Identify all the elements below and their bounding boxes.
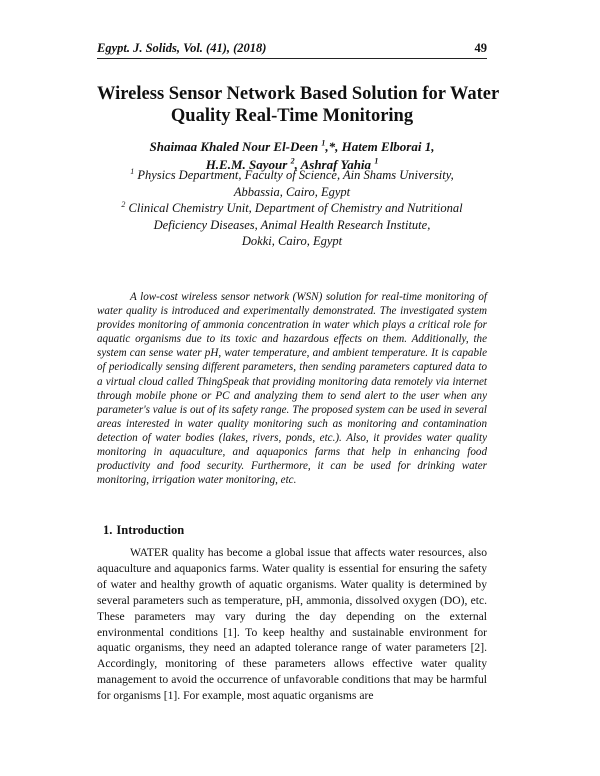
affiliations (97, 167, 487, 250)
title-line-2: Quality Real-Time Monitoring (170, 106, 414, 126)
affiliation-1-line-1 (97, 167, 487, 184)
author-2: Hatem Elborai 1, (341, 139, 435, 154)
affiliation-1-mark: 1 (130, 166, 135, 176)
paper-title (97, 83, 500, 127)
author-3-affil: 2 (290, 156, 295, 166)
running-header (97, 40, 487, 59)
affiliation-2-line-2: Deficiency Diseases, Animal Health Research Institute, (153, 217, 431, 232)
section-heading-introduction (103, 523, 188, 538)
author-1: Shaimaa Khaled Nour El-Deen (149, 139, 319, 154)
affiliation-2-line-1 (97, 200, 487, 217)
author-line-1 (97, 138, 487, 156)
author-4: , Ashraf Yahia (294, 157, 372, 172)
journal-citation: Egypt. J. Solids, Vol. (41), (2018) (97, 41, 267, 55)
affiliation-2-mark: 2 (121, 199, 126, 209)
section-number: 1. (103, 523, 113, 537)
affiliation-2-text: Clinical Chemistry Unit, Department of Chemistry and Nutritional (128, 201, 463, 215)
abstract: A low-cost wireless sensor network (WSN) solution for real-time monitoring of water quality is introduced and experimentally demonstrated. The investigated system provides monitoring of ammonia concentration in water which plays a critical role for aquatic organisms due to its toxic and hazardous effects on them. Additionally, the system can sense water pH, water temperature, and ambient temperature. It is capable of periodically sensing different parameters, then sending parameters captured data to a virtual cloud called ThingSpeak that providing monitoring data remotely via internet through mobile phone or PC and analyzing them to send alert to the user when any parameter's value is out of its safety range. The proposed system can be used in several areas interested in water quality monitoring such as monitoring and contamination detection of water bodies (lakes, rivers, ponds, etc.). Also, it provides water quality monitoring in aquaculture, and aquaponics farms that help in enhancing food productivity and food security. Furthermore, it can be used for drinking water monitoring, irrigation water monitoring, etc. (97, 291, 487, 487)
author-4-affil: 1 (374, 156, 379, 166)
author-3: H.E.M. Sayour (205, 157, 288, 172)
affiliation-2-line-3: Dokki, Cairo, Egypt (241, 234, 343, 248)
page-number: 49 (474, 41, 487, 55)
section-title: Introduction (116, 523, 185, 537)
affiliation-1-text: Physics Department, Faculty of Science, Ain Shams University, (137, 168, 454, 182)
affiliation-1-line-2: Abbassia, Cairo, Egypt (233, 184, 351, 199)
introduction-paragraph: WATER quality has become a global issue that affects water resources, also aquaculture and aquaponics farms. Water quality is essential for ensuring the safety of water and healthy growth of aquatic organisms. Water quality is determined by several parameters such as temperature, pH, ammonia, dissolved oxygen (DO), etc. These parameters may vary during the day depending on the external environmental conditions [1]. To keep healthy and sustainable environment for aquatic organisms, they need an adapted tolerance range of water parameters [2]. Accordingly, monitoring of these parameters allows effective water quality management to avoid the occurrence of unfavorable conditions that may be harmful for organisms [1]. For example, most aquatic organisms are (97, 546, 487, 703)
corresponding-mark: ,*, (325, 139, 342, 154)
author-1-affil: 1 (321, 138, 326, 148)
title-line-1: Wireless Sensor Network Based Solution for Water (97, 84, 500, 104)
